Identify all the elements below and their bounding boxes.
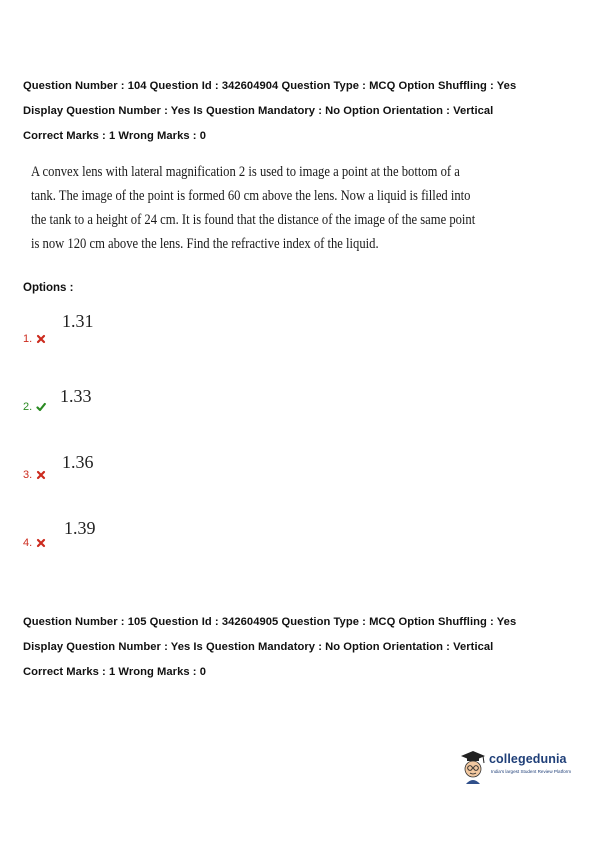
cross-icon bbox=[36, 470, 46, 480]
question-meta-line-1: Question Number : 105 Question Id : 342604905 Question Type : MCQ Option Shuffling : Yes bbox=[23, 616, 517, 628]
logo-wordmark: collegedunia bbox=[489, 752, 567, 766]
question-meta-line-1: Question Number : 104 Question Id : 342604904 Question Type : MCQ Option Shuffling : Yes bbox=[23, 80, 517, 92]
question-text-line: tank. The image of the point is formed 60 cm above the lens. Now a liquid is filled into bbox=[31, 187, 471, 204]
question-meta-line-2: Display Question Number : Yes Is Question Mandatory : No Option Orientation : Vertical bbox=[23, 641, 494, 653]
check-icon bbox=[36, 402, 46, 412]
question-text bbox=[31, 160, 476, 256]
option-1-value: 1.31 bbox=[62, 311, 94, 331]
option-3-value: 1.36 bbox=[62, 452, 94, 472]
question-text-line: A convex lens with lateral magnification 2 is used to image a point at the bottom of a bbox=[31, 163, 460, 180]
option-4-value: 1.39 bbox=[64, 518, 96, 538]
option-1-number: 1. bbox=[23, 333, 46, 345]
option-3-number: 3. bbox=[23, 469, 46, 481]
options-label: Options : bbox=[23, 282, 74, 294]
cross-icon bbox=[36, 538, 46, 548]
question-meta-line-3: Correct Marks : 1 Wrong Marks : 0 bbox=[23, 666, 206, 678]
option-2-number: 2. bbox=[23, 401, 46, 413]
question-meta-line-2: Display Question Number : Yes Is Question Mandatory : No Option Orientation : Vertical bbox=[23, 105, 494, 117]
logo-tagline: India's largest Student Review Platform bbox=[491, 769, 572, 774]
question-text-line: the tank to a height of 24 cm. It is found that the distance of the image of the same point bbox=[31, 211, 476, 228]
question-meta-line-3: Correct Marks : 1 Wrong Marks : 0 bbox=[23, 130, 206, 142]
option-2-value: 1.33 bbox=[60, 386, 92, 406]
question-text-line: is now 120 cm above the lens. Find the refractive index of the liquid. bbox=[31, 235, 379, 252]
option-4-number: 4. bbox=[23, 537, 46, 549]
cross-icon bbox=[36, 334, 46, 344]
